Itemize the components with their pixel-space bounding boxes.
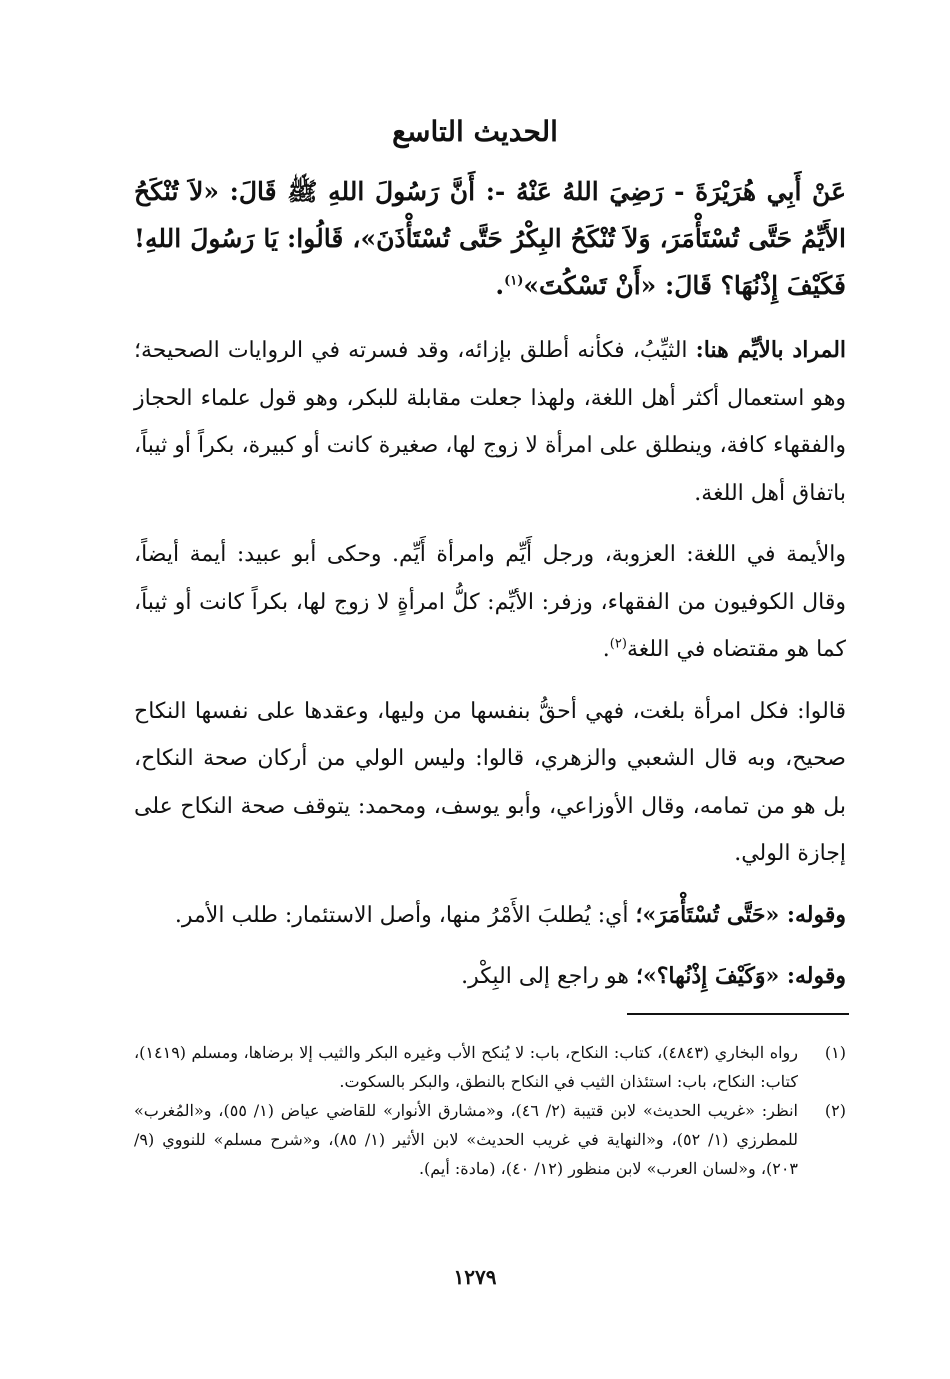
paragraph-4-lead: وقوله: bbox=[786, 901, 846, 928]
footnote-ref-1[interactable]: (١) bbox=[504, 273, 524, 289]
footnotes bbox=[134, 1038, 846, 1183]
hadith-end: . bbox=[495, 271, 505, 300]
paragraph-3-text: قالوا: فكل امرأة بلغت، فهي أحقُّ بنفسها من وليها، وعقدها على نفسها النكاح صحيح، وبه قال الشعبي والزهري، قالوا: وليس الولي من أركان صحة النكاح، بل هو من تمامه، وقال الأوزاعي، وأبو يوسف، ومحمد: يتوقف صحة النكاح على إجازة الولي. bbox=[134, 698, 846, 866]
paragraph-2 bbox=[134, 531, 846, 674]
footnote-2-number: (٢) bbox=[824, 1101, 846, 1120]
footnote-1-text: رواه البخاري (٤٨٤٣)، كتاب: النكاح، باب: لا يُنكح الأب وغيره البكر والثيب إلا برضاها، ومسلم (١٤١٩)، كتاب: النكاح، باب: استئذان الثيب في النكاح بالنطق، والبكر بالسكوت. bbox=[134, 1043, 799, 1091]
paragraph-2-text: والأيمة في اللغة: العزوبة، ورجل أَيِّم وامرأة أَيِّم. وحكى أبو عبيد: أيمة أيضاً، وقال الكوفيون من الفقهاء، وزفر: الأيِّم: كلُّ امرأةٍ لا زوج لها، بكراً كانت أو ثيباً، كما هو مقتضاه في اللغة bbox=[134, 542, 846, 662]
hadith-text bbox=[134, 168, 846, 309]
page-number: ١٢٧٩ bbox=[453, 1265, 497, 1289]
paragraph-5-lead: وقوله: bbox=[786, 963, 846, 989]
paragraph-4-text: أي: يُطلبَ الأَمْرُ منها، وأصل الاستئمار: طلب الأمر. bbox=[174, 902, 636, 928]
footnote-divider bbox=[627, 1013, 849, 1015]
paragraph-1-lead: المراد بالأيِّم هنا: bbox=[695, 337, 847, 363]
footnote-1 bbox=[134, 1038, 846, 1096]
footnote-ref-2[interactable]: (٢) bbox=[609, 636, 627, 652]
hadith-body: عَنْ أَبِي هُرَيْرَةَ - رَضِيَ اللهُ عَنْهُ -: أَنَّ رَسُولَ اللهِ ﷺ قَالَ: «لاَ تُنْكَحُ الأَيِّمُ حَتَّى تُسْتَأْمَرَ، وَلاَ تُنْكَحُ البِكْرُ حَتَّى تُسْتَأْذَنَ»، قَالُوا: يَا رَسُولَ اللهِ! فَكَيْفَ إِذْنُهَا؟ قَالَ: «أَنْ تَسْكُتَ» bbox=[134, 177, 846, 300]
paragraph-4-quote: «حَتَّى تُسْتَأْمَرَ»؛ bbox=[635, 901, 787, 928]
paragraph-3 bbox=[134, 688, 846, 878]
main-text bbox=[134, 168, 846, 1015]
paragraph-5-quote: «وَكَيْفَ إِذْنُها؟»؛ bbox=[636, 963, 787, 989]
footnote-1-number: (١) bbox=[824, 1043, 846, 1062]
paragraph-4 bbox=[134, 892, 846, 940]
paragraph-5-text: هو راجع إلى البِكْر. bbox=[461, 964, 636, 989]
paragraph-5 bbox=[134, 953, 846, 1001]
paragraph-1-text: الثيِّبُ، فكأنه أطلق بإزائه، وقد فسرته في الروايات الصحيحة؛ وهو استعمال أكثر أهل اللغة، ولهذا جعلت مقابلة للبكر، وهو قول علماء الحجاز والفقهاء كافة، وينطلق على امرأة لا زوج لها، صغيرة كانت أو كبيرة، بكراً أو ثيباً، باتفاق أهل اللغة. bbox=[134, 338, 846, 506]
paragraph-1 bbox=[134, 327, 846, 517]
footnote-2 bbox=[134, 1096, 846, 1183]
footnote-2-text: انظر: «غريب الحديث» لابن قتيبة (٢/ ٤٦)، و«مشارق الأنوار» للقاضي عياض (١/ ٥٥)، و«المُغرب» للمطرزي (١/ ٥٢)، و«النهاية في غريب الحديث» لابن الأثير (١/ ٨٥)، و«شرح مسلم» للنووي (٩/ ٢٠٣)، و«لسان العرب» لابن منظور (١٢/ ٤٠)، (مادة: أيم). bbox=[134, 1101, 799, 1178]
paragraph-2-end: . bbox=[602, 637, 610, 662]
chapter-heading: الحديث التاسع bbox=[392, 115, 558, 148]
